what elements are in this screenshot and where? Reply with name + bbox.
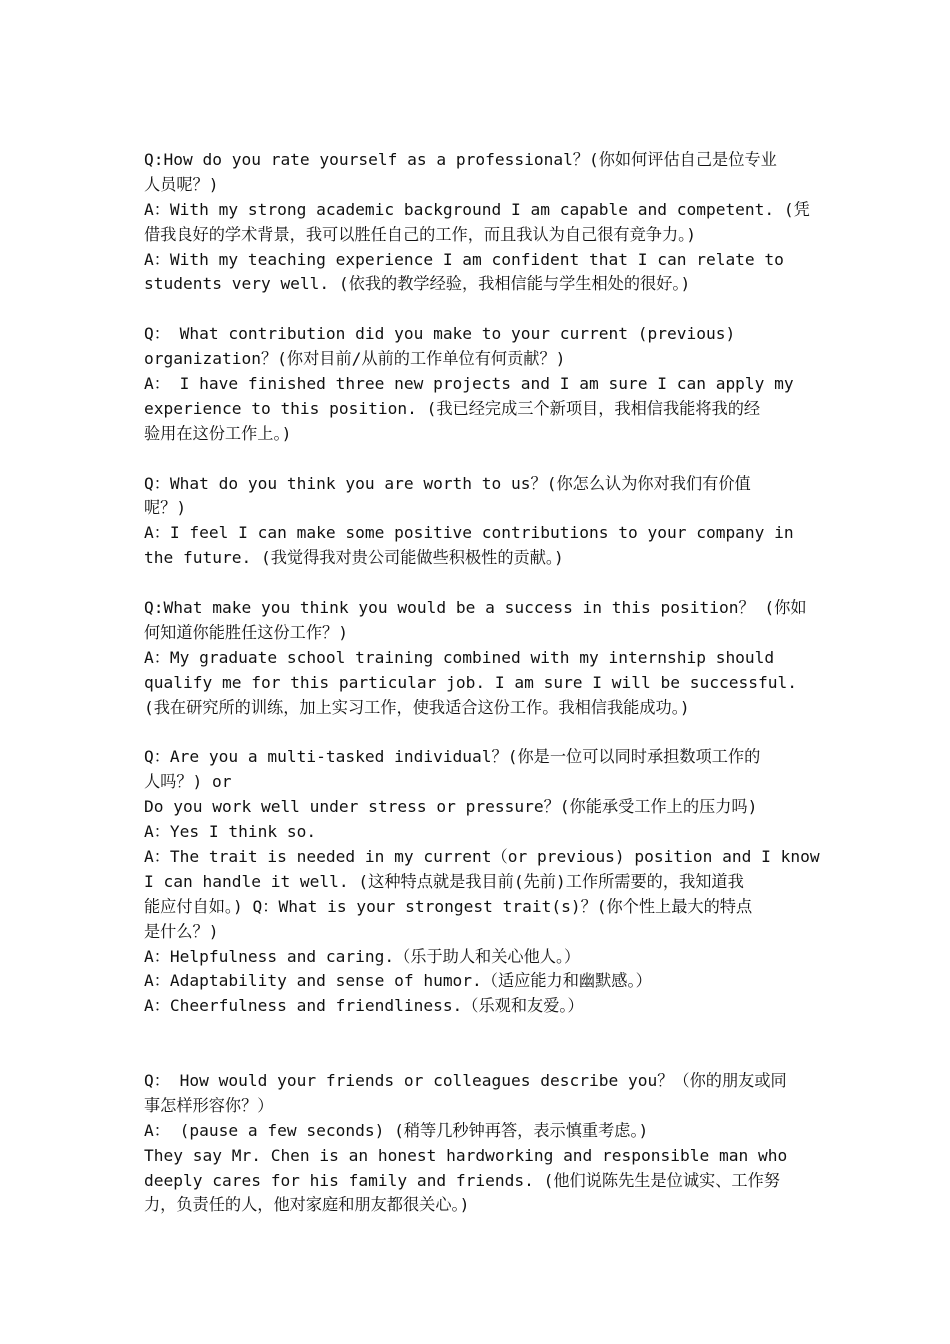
answer-line: qualify me for this particular job. I am sure I will be successful. [144,672,797,692]
document-page [144,148,820,1243]
qa-block-friends-describe [144,1069,812,1218]
question-line: Q： What contribution did you make to your current (previous) [144,324,736,344]
question-line: Q:How do you rate yourself as a professional？(你如何评估自己是位专业 [144,150,777,169]
answer-line: 能应付自如。) Q：What is your strongest trait(s)？(你个性上最大的特点 [144,896,753,916]
answer-line: deeply cares for his family and friends. (他们说陈先生是位诚实、工作努 [144,1170,780,1190]
question-line: 何知道你能胜任这份工作？) [144,622,348,642]
answer-line: 借我良好的学术背景，我可以胜任自己的工作，而且我认为自己很有竞争力。) [144,224,697,244]
question-line: Q： How would your friends or colleagues describe you？（你的朋友或同 [144,1070,787,1090]
question-line: 是什么？) [144,921,219,941]
answer-line: the future. (我觉得我对贵公司能做些积极性的贡献。) [144,548,564,568]
qa-block-contribution [144,322,812,446]
question-line: Q:What make you think you would be a success in this position？ (你如 [144,598,807,618]
answer-line: A：I feel I can make some positive contributions to your company in [144,523,794,543]
answer-line: students very well. (依我的教学经验，我相信能与学生相处的很好。) [144,274,691,294]
question-line: 呢？) [144,498,187,518]
qa-block-worth [144,472,812,572]
question-line: Q：What do you think you are worth to us？(你怎么认为你对我们有价值 [144,473,751,493]
question-line: 人吗？) or [144,772,232,792]
answer-line: A：Yes I think so. [144,822,317,842]
answer-line: They say Mr. Chen is an honest hardworking and responsible man who [144,1145,788,1165]
question-line: 人员呢？) [144,174,219,194]
question-line: organization？(你对目前/从前的工作单位有何贡献？) [144,349,566,369]
answer-line: A：The trait is needed in my current（or previous) position and I know [144,846,820,866]
answer-line: A：Helpfulness and caring.（乐于助人和关心他人。） [144,946,581,966]
answer-line: A：With my strong academic background I am capable and competent. (凭 [144,199,810,219]
answer-line: A：Cheerfulness and friendliness.（乐观和友爱。） [144,996,584,1016]
answer-line: 验用在这份工作上。) [144,423,292,443]
answer-line: experience to this position. (我已经完成三个新项目，我相信我能将我的经 [144,398,761,418]
question-line: Q：Are you a multi-tasked individual？(你是一位可以同时承担数项工作的 [144,747,761,767]
answer-line: 力，负责任的人，他对家庭和朋友都很关心。) [144,1195,470,1215]
question-line: Do you work well under stress or pressure？(你能承受工作上的压力吗) [144,797,758,817]
qa-block-self-rating [144,148,812,297]
answer-line: A： (pause a few seconds) (稍等几秒钟再答，表示慎重考虑。) [144,1120,649,1140]
question-line: 事怎样形容你？） [144,1095,274,1115]
answer-line: I can handle it well. (这种特点就是我目前(先前)工作所需要的，我知道我 [144,871,744,891]
answer-line: A：With my teaching experience I am confident that I can relate to [144,249,784,269]
answer-line: A：Adaptability and sense of humor.（适应能力和幽默感。） [144,971,652,991]
qa-block-multitask [144,745,820,1019]
qa-block-success [144,596,812,720]
answer-line: A： I have finished three new projects and I am sure I can apply my [144,374,794,394]
answer-line: (我在研究所的训练，加上实习工作，使我适合这份工作。我相信我能成功。) [144,697,690,717]
answer-line: A：My graduate school training combined with my internship should [144,647,775,667]
